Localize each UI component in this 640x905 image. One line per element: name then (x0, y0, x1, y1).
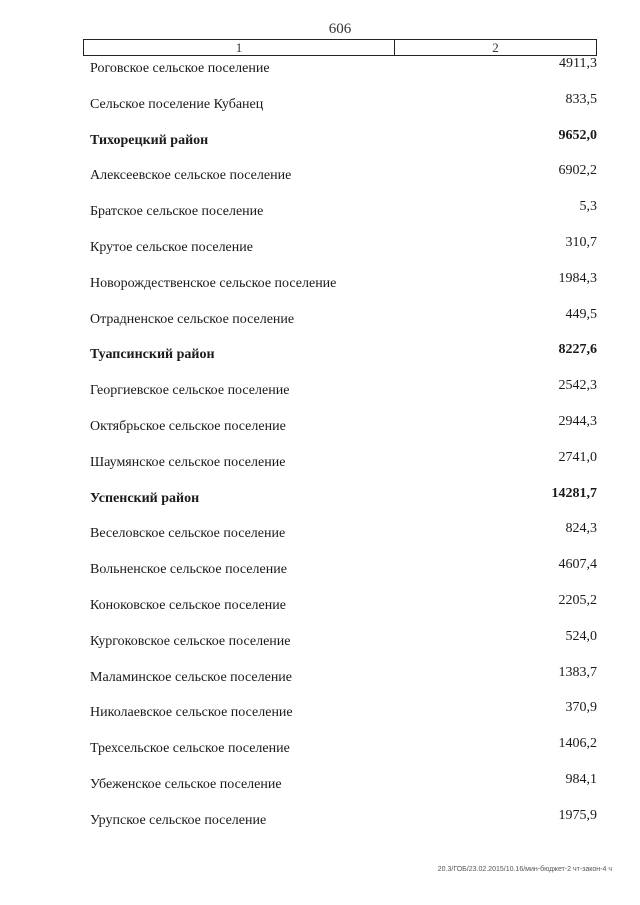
settlement-name: Убеженское сельское поселение (90, 776, 282, 792)
page-number: 606 (328, 21, 352, 37)
settlement-amount: 370,9 (565, 700, 597, 716)
settlement-amount: 524,0 (565, 628, 597, 644)
settlement-row (0, 517, 640, 553)
district-total: 9652,0 (558, 127, 597, 143)
settlement-name: Отрадненское сельское поселение (90, 311, 295, 327)
district-total: 8227,6 (558, 342, 597, 358)
settlement-name: Кургоковское сельское поселение (90, 633, 291, 649)
settlement-row (0, 88, 640, 124)
settlement-row (0, 446, 640, 482)
settlement-row (0, 768, 640, 804)
settlement-name: Маламинское сельское поселение (90, 669, 293, 685)
settlement-name: Николаевское сельское поселение (90, 705, 293, 721)
settlement-name: Октябрьское сельское поселение (90, 418, 286, 434)
settlement-name: Трехсельское сельское поселение (90, 741, 290, 757)
settlement-amount: 984,1 (565, 771, 597, 787)
settlement-amount: 5,3 (579, 199, 597, 215)
settlement-row (0, 267, 640, 303)
settlement-amount: 310,7 (565, 234, 597, 250)
settlement-name: Роговское сельское поселение (90, 61, 270, 76)
settlement-amount: 1975,9 (558, 807, 597, 823)
settlement-amount: 824,3 (565, 521, 597, 537)
settlement-amount: 1984,3 (558, 270, 597, 286)
settlement-row (0, 696, 640, 732)
district-name: Тихорецкий район (90, 132, 209, 148)
settlement-name: Коноковское сельское поселение (90, 597, 286, 613)
column-header-2: 2 (492, 40, 499, 55)
district-row (0, 338, 640, 374)
settlement-row (0, 52, 640, 88)
table-body (0, 52, 640, 840)
settlement-name: Братское сельское поселение (90, 204, 264, 220)
settlement-amount: 2741,0 (558, 449, 597, 465)
settlement-row (0, 589, 640, 625)
column-header-1: 1 (84, 40, 395, 55)
settlement-amount: 449,5 (565, 306, 597, 322)
district-name: Туапсинский район (90, 347, 215, 363)
settlement-amount: 2944,3 (558, 413, 597, 429)
settlement-name: Георгиевское сельское поселение (90, 383, 290, 399)
settlement-amount: 4911,3 (559, 56, 597, 71)
settlement-row (0, 553, 640, 589)
settlement-row (0, 159, 640, 195)
settlement-name: Урупское сельское поселение (90, 812, 267, 828)
settlement-row (0, 410, 640, 446)
settlement-row (0, 303, 640, 339)
settlement-row (0, 804, 640, 840)
settlement-amount: 1406,2 (558, 736, 597, 752)
settlement-amount: 833,5 (565, 91, 597, 107)
settlement-amount: 1383,7 (558, 664, 597, 680)
settlement-name: Алексеевское сельское поселение (90, 168, 292, 184)
settlement-name: Крутое сельское поселение (90, 239, 253, 255)
settlement-row (0, 374, 640, 410)
settlement-amount: 6902,2 (558, 163, 597, 179)
settlement-name: Новорождественское сельское поселение (90, 275, 337, 291)
settlement-row (0, 231, 640, 267)
settlement-row (0, 732, 640, 768)
settlement-row (0, 195, 640, 231)
district-row (0, 482, 640, 518)
settlement-row (0, 625, 640, 661)
footer-file-reference: 20.3/ГОБ/23.02.2015/10.16/мин-бюджет-2 чт-закон-4 ч (437, 866, 612, 873)
settlement-name: Вольненское сельское поселение (90, 562, 287, 578)
settlement-amount: 2542,3 (558, 378, 597, 394)
district-total: 14281,7 (551, 485, 597, 501)
settlement-name: Веселовское сельское поселение (90, 526, 286, 542)
settlement-name: Сельское поселение Кубанец (90, 96, 264, 112)
settlement-row (0, 661, 640, 697)
settlement-amount: 2205,2 (558, 592, 597, 608)
settlement-name: Шаумянское сельское поселение (90, 454, 286, 470)
settlement-amount: 4607,4 (558, 557, 597, 573)
district-row (0, 124, 640, 160)
district-name: Успенский район (90, 490, 200, 506)
